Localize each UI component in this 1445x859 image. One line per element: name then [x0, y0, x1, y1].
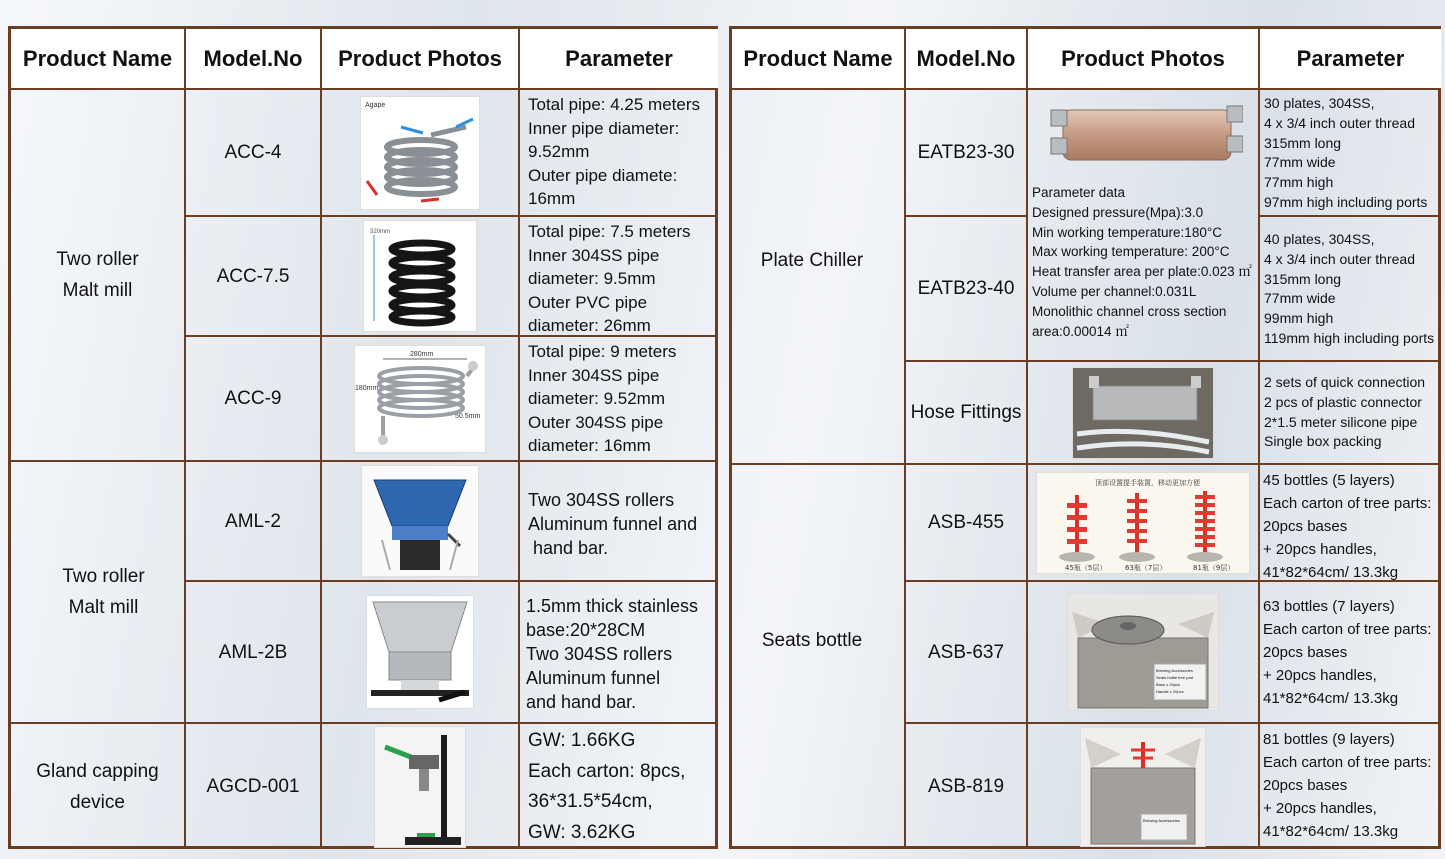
model-asb-637: ASB-637 [927, 641, 1005, 663]
model-hose-fittings: Hose Fittings [910, 402, 1022, 423]
model-asb-455: ASB-455 [927, 512, 1005, 533]
box-label: Brewing Accessories [1156, 668, 1193, 673]
hose-fittings-icon [1073, 368, 1213, 458]
packing-box-icon [1081, 728, 1205, 846]
params-asb-819: 81 bottles (9 layers) Each carton of tree parts: 20pcs bases + 20pcs handles, 41*82*64cm/ 13.3kg [1263, 731, 1432, 840]
model-agcd-001: AGCD-001 [206, 776, 300, 797]
params-acc-9: Total pipe: 9 meters Inner 304SS pipe diameter: 9.52mm Outer 304SS pipe diameter: 16mm [528, 342, 677, 455]
plate-heat-exchanger-icon [1043, 96, 1243, 172]
packing-box-icon [1068, 594, 1218, 710]
left-product-table [8, 26, 718, 849]
params-eatb23-30: 30 plates, 304SS, 4 x 3/4 inch outer thread 315mm long 77mm wide 77mm high 97mm high including ports [1264, 95, 1428, 210]
params-aml-2b: 1.5mm thick stainless base:20*28CM Two 304SS rollers Aluminum funnel and hand bar. [526, 596, 699, 712]
header-parameter: Parameter [520, 29, 718, 88]
box-label: Base x 20pcs [1156, 682, 1181, 687]
model-eatb23-30: EATB23-30 [917, 142, 1015, 163]
coil-icon [355, 346, 485, 452]
params-acc-7-5: Total pipe: 7.5 meters Inner 304SS pipe diameter: 9.5mm Outer PVC pipe diameter: 26mm [528, 222, 691, 335]
photo-acc-4 [322, 90, 518, 215]
photo-caption: 45瓶（5层） [1065, 563, 1107, 572]
bottle-tree-icon [1037, 473, 1249, 573]
model-eatb23-40: EATB23-40 [917, 278, 1015, 299]
header-parameter: Parameter [1260, 29, 1441, 88]
header-model-no: Model.No [906, 29, 1026, 88]
box-label: Seats bottle tree part [1156, 675, 1194, 680]
params-agcd-001: GW: 1.66KG Each carton: 8pcs, 36*31.5*54cm, GW: 3.62KG [528, 730, 686, 843]
photo-asb-819 [1028, 724, 1258, 849]
model-acc-7-5: ACC-7.5 [216, 265, 290, 287]
params-eatb23-40: 40 plates, 304SS, 4 x 3/4 inch outer thread 315mm long 77mm wide 99mm high 119mm high including ports [1264, 231, 1435, 346]
dimension-label: 320mm [370, 229, 391, 235]
params-asb-455: 45 bottles (5 layers) Each carton of tree parts: 20pcs bases + 20pcs handles, 41*82*64cm/ 13.3kg [1263, 472, 1432, 580]
model-acc-4: ACC-4 [224, 142, 282, 163]
header-product-name: Product Name [11, 29, 184, 88]
header-model-no: Model.No [186, 29, 320, 88]
photo-aml-2b [322, 582, 518, 722]
header-product-photos: Product Photos [322, 29, 518, 88]
coil-icon [361, 97, 479, 209]
model-asb-819: ASB-819 [927, 776, 1005, 797]
params-acc-4: Total pipe: 4.25 meters Inner pipe diameter: 9.52mm Outer pipe diamete: 16mm [528, 95, 700, 208]
photo-caption: 63瓶（7层） [1125, 563, 1167, 572]
params-aml-2: Two 304SS rollers Aluminum funnel and hand bar. [528, 490, 698, 558]
header-product-photos: Product Photos [1028, 29, 1258, 88]
photo-agcd-001 [322, 724, 518, 849]
photo-aml-2 [322, 462, 518, 580]
model-acc-9: ACC-9 [224, 388, 282, 409]
header-product-name: Product Name [732, 29, 904, 88]
model-aml-2b: AML-2B [218, 641, 288, 663]
model-aml-2: AML-2 [225, 510, 281, 532]
group-name-capping: Gland capping device [36, 760, 159, 813]
photo-hose-fittings [1028, 362, 1258, 463]
dimension-label: 180mm [355, 384, 379, 392]
plate-chiller-parameter-data: Parameter data Designed pressure(Mpa):3.0 Min working temperature:180°C Max working temperature: 200°C Heat transfer area per plate:0.023 ㎡ Volume per channel:0.031L Monolithic channel cross section area:0.00014 ㎡ [1032, 185, 1252, 339]
box-label: Brewing Accessories [1143, 817, 1180, 823]
group-name-seats-bottle: Seats bottle [761, 629, 863, 651]
capper-icon [375, 727, 465, 847]
box-label: Handle x 20pcs [1156, 689, 1184, 694]
dimension-label: 50.5mm [455, 412, 481, 420]
params-asb-637: 63 bottles (7 layers) Each carton of tree parts: 20pcs bases + 20pcs handles, 41*82*64cm/ 13.3kg [1263, 598, 1432, 707]
photo-asb-455 [1028, 465, 1258, 580]
photo-asb-637 [1028, 582, 1258, 722]
photo-acc-9 [322, 337, 518, 460]
brand-logo-text: Agape [365, 101, 386, 109]
group-name-coils: Two roller Malt mill [56, 249, 139, 301]
photo-caption: 81瓶（9层） [1193, 563, 1235, 572]
photo-plate-chiller [1028, 92, 1258, 176]
photo-acc-7-5 [322, 217, 518, 335]
malt-mill-icon [367, 596, 473, 708]
malt-mill-icon [362, 466, 478, 576]
group-name-malt-mill: Two roller Malt mill [62, 566, 145, 618]
dimension-label: 280mm [410, 350, 434, 358]
group-name-plate-chiller: Plate Chiller [760, 249, 864, 271]
coil-icon [364, 221, 476, 331]
photo-caption: 顶部设置提手装置，移动更加方便 [1095, 478, 1200, 487]
params-hose-fittings: 2 sets of quick connection 2 pcs of plastic connector 2*1.5 meter silicone pipe Single box packing [1264, 374, 1426, 450]
right-product-table [729, 26, 1441, 849]
